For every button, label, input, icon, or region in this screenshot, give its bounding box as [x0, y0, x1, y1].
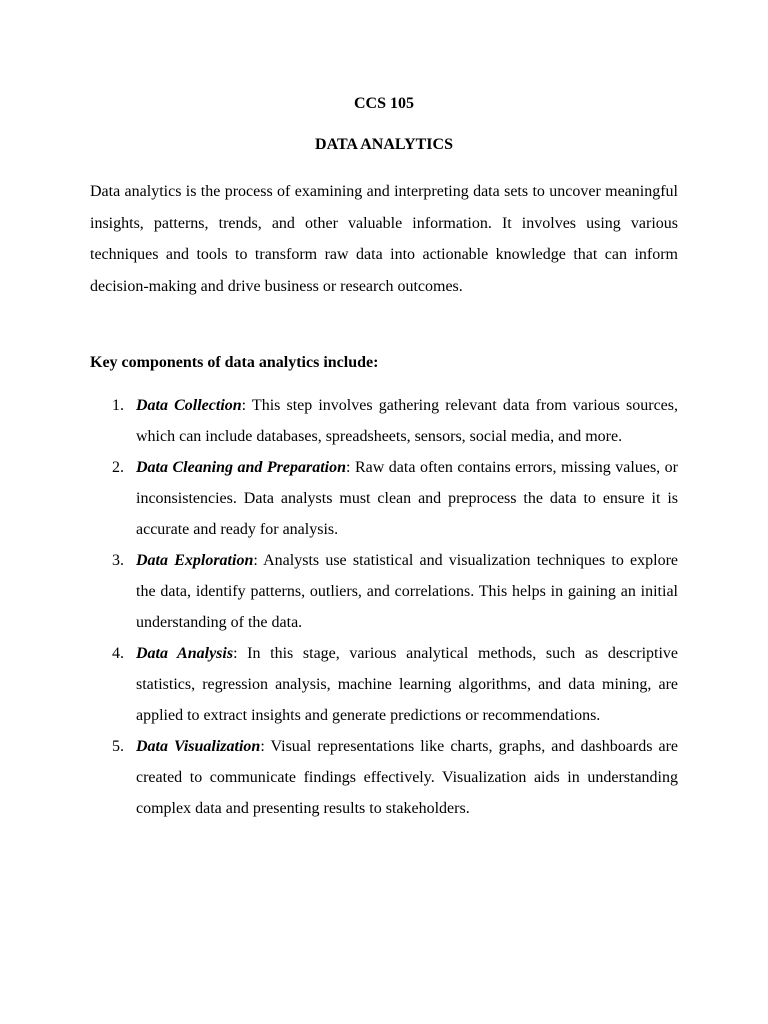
- section-heading: Key components of data analytics include:: [90, 354, 379, 371]
- list-item-description: : Raw data often contains errors, missing values, or inconsistencies. Data analysts must clean and preprocess the data to ensure it is accurate and ready for analysis.: [136, 459, 679, 538]
- course-code: CCS 105: [353, 95, 414, 112]
- list-item: [112, 545, 678, 638]
- list-item-description: : This step involves gathering relevant data from various sources, which can include databases, spreadsheets, sensors, social media, and more.: [136, 397, 679, 445]
- list-item-term: Data Analysis: [136, 645, 234, 662]
- list-item: [112, 390, 679, 452]
- list-item: [112, 452, 679, 545]
- list-item-term: Data Collection: [136, 397, 242, 414]
- list-item-description: : Analysts use statistical and visualization techniques to explore the data, identify patterns, outliers, and correlations. This helps in gaining an initial understanding of the data.: [136, 552, 678, 631]
- list-item-number: 2.: [112, 459, 124, 476]
- list-item-term: Data Visualization: [136, 738, 261, 755]
- intro-paragraph: Data analytics is the process of examining and interpreting data sets to uncover meaningful insights, patterns, trends, and other valuable information. It involves using various techniques and tools to transform raw data into actionable knowledge that can inform decision-making and drive business or research outcomes.: [90, 183, 678, 295]
- components-list: [112, 390, 679, 824]
- document-title: DATA ANALYTICS: [315, 136, 453, 153]
- list-item-term: Data Cleaning and Preparation: [136, 459, 347, 476]
- list-item-number: 1.: [112, 397, 124, 414]
- list-item-description: : Visual representations like charts, graphs, and dashboards are created to communicate findings effectively. Visualization aids in understanding complex data and presenting results to stakeholders.: [136, 738, 679, 817]
- list-item-number: 4.: [112, 645, 124, 662]
- list-item: [112, 638, 679, 731]
- list-item-description: : In this stage, various analytical methods, such as descriptive statistics, regression analysis, machine learning algorithms, and data mining, are applied to extract insights and generate predictions or recommendations.: [136, 645, 679, 724]
- list-item: [112, 731, 679, 824]
- list-item-term: Data Exploration: [136, 552, 254, 569]
- list-item-number: 3.: [112, 552, 124, 569]
- list-item-number: 5.: [112, 738, 124, 755]
